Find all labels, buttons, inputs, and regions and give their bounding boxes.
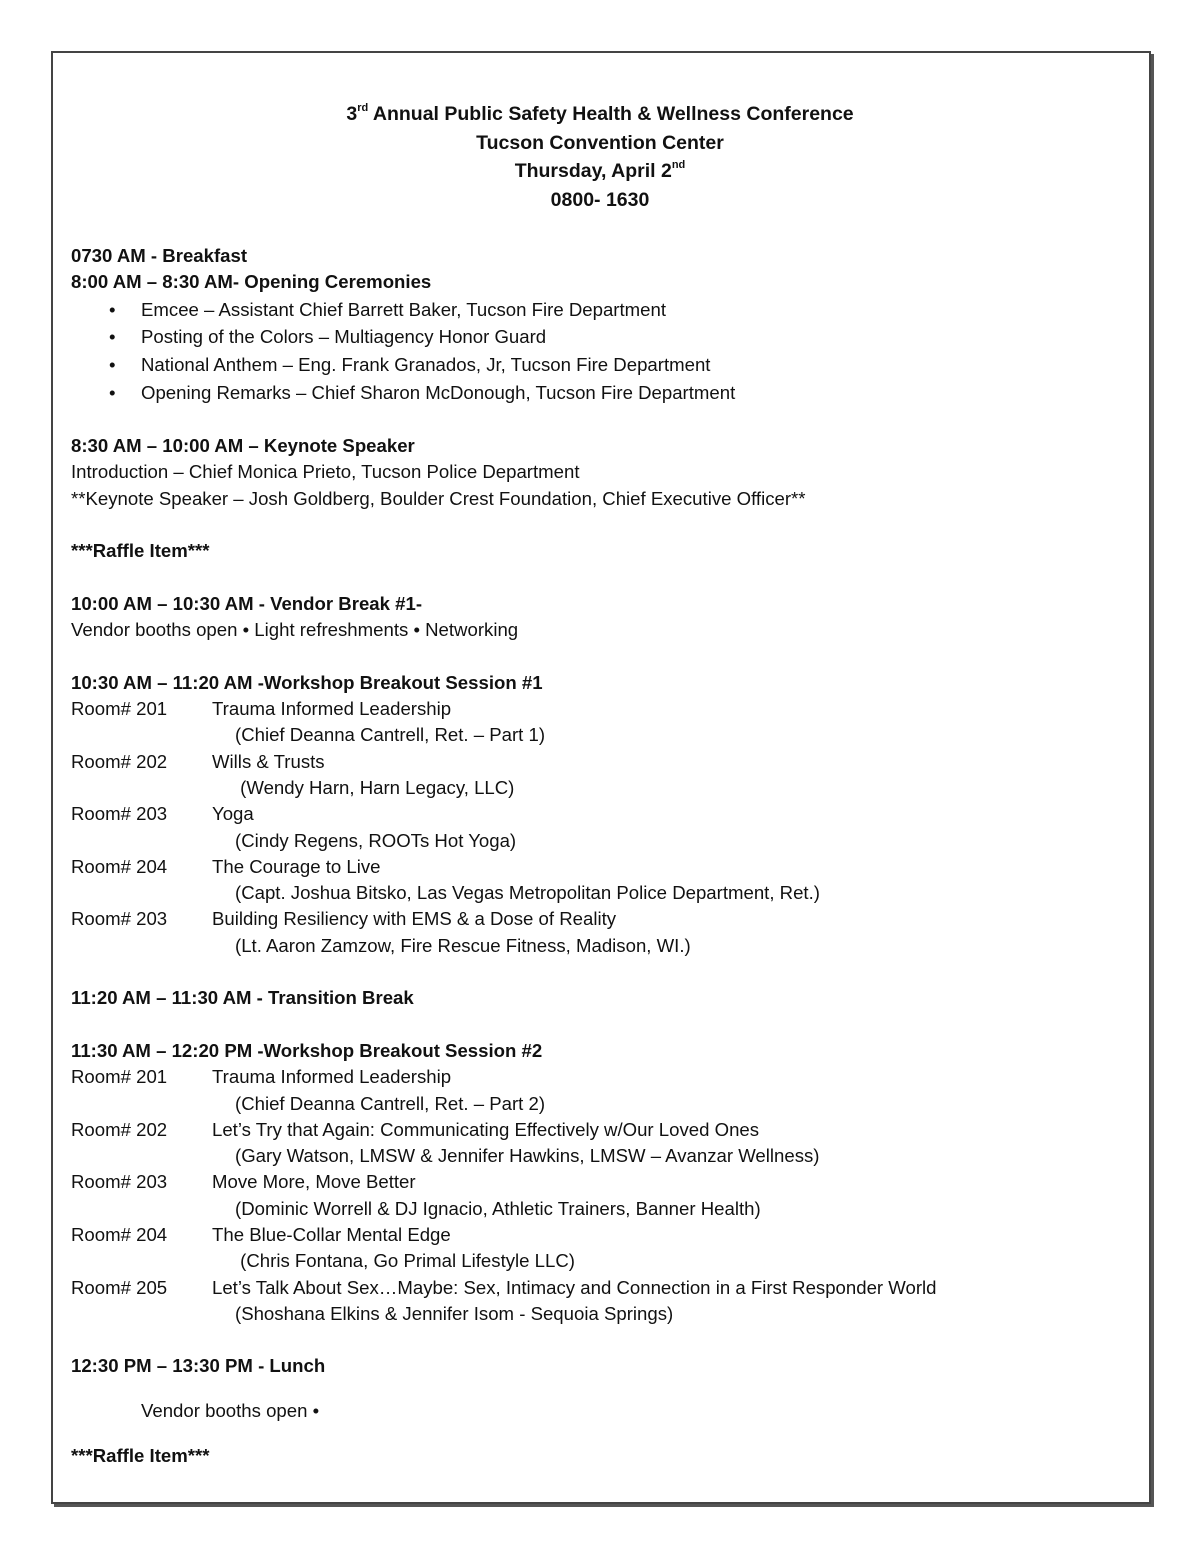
room-row — [71, 1275, 1131, 1301]
session-2-rooms — [71, 1064, 1131, 1327]
conference-hours: 0800- 1630 — [550, 188, 650, 211]
opening-ceremonies-heading: 8:00 AM – 8:30 AM- Opening Ceremonies — [71, 271, 432, 293]
breakfast-heading: 0730 AM - Breakfast — [71, 245, 248, 266]
bullet-icon: • — [109, 354, 116, 376]
session-2-heading: 11:30 AM – 12:20 PM -Workshop Breakout Session #2 — [71, 1039, 543, 1061]
conference-date: Thursday, April 2nd — [514, 158, 686, 182]
workshop-title: Yoga — [212, 803, 254, 825]
lunch-details: Vendor booths open • — [141, 1400, 320, 1422]
room-row — [71, 1222, 1131, 1248]
schedule — [71, 243, 1131, 1470]
room-row — [71, 1169, 1131, 1195]
room-row — [71, 1117, 1131, 1143]
room-number: Room# 204 — [71, 855, 168, 877]
workshop-title: Let’s Try that Again: Communicating Effectively w/Our Loved Ones — [212, 1118, 760, 1140]
transition-break-heading: 11:20 AM – 11:30 AM - Transition Break — [71, 987, 414, 1009]
workshop-title: Trauma Informed Leadership — [212, 1066, 452, 1088]
room-number: Room# 201 — [71, 1066, 168, 1088]
room-number: Room# 203 — [71, 908, 168, 930]
keynote-introduction: Introduction – Chief Monica Prieto, Tucson Police Department — [71, 461, 580, 483]
workshop-presenter: (Chief Deanna Cantrell, Ret. – Part 2) — [235, 1092, 546, 1114]
bullet-icon: • — [109, 381, 116, 403]
workshop-title: Wills & Trusts — [212, 750, 325, 772]
workshop-presenter: (Dominic Worrell & DJ Ignacio, Athletic Trainers, Banner Health) — [235, 1197, 761, 1219]
room-row — [71, 749, 1131, 775]
lunch-heading: 12:30 PM – 13:30 PM - Lunch — [71, 1355, 326, 1377]
workshop-title: Building Resiliency with EMS & a Dose of Reality — [212, 908, 617, 930]
workshop-presenter: (Chief Deanna Cantrell, Ret. – Part 1) — [235, 724, 546, 746]
workshop-presenter: (Shoshana Elkins & Jennifer Isom - Sequoia Springs) — [235, 1302, 674, 1324]
raffle-item: ***Raffle Item*** — [71, 540, 210, 562]
room-row — [71, 801, 1131, 827]
room-number: Room# 203 — [71, 1171, 168, 1193]
vendor-break-heading: 10:00 AM – 10:30 AM - Vendor Break #1- — [71, 592, 423, 614]
room-row — [71, 1064, 1131, 1090]
keynote-heading: 8:30 AM – 10:00 AM – Keynote Speaker — [71, 435, 415, 457]
workshop-presenter: (Wendy Harn, Harn Legacy, LLC) — [235, 776, 515, 798]
session-1-heading: 10:30 AM – 11:20 AM -Workshop Breakout Session #1 — [71, 671, 543, 693]
room-number: Room# 204 — [71, 1223, 168, 1245]
list-item: • Emcee – Assistant Chief Barrett Baker, Tucson Fire Department — [71, 296, 1131, 324]
venue: Tucson Convention Center — [476, 131, 724, 154]
room-number: Room# 201 — [71, 698, 168, 720]
workshop-title: Move More, Move Better — [212, 1171, 416, 1193]
room-number: Room# 203 — [71, 803, 168, 825]
room-number: Room# 202 — [71, 1118, 168, 1140]
conference-header — [0, 100, 1200, 214]
workshop-presenter: (Chris Fontana, Go Primal Lifestyle LLC) — [235, 1250, 575, 1272]
list-item: • Opening Remarks – Chief Sharon McDonough, Tucson Fire Department — [71, 379, 1131, 407]
room-row — [71, 906, 1131, 932]
bullet-icon: • — [109, 326, 116, 348]
vendor-break-details: Vendor booths open • Light refreshments • Networking — [71, 619, 519, 641]
workshop-title: The Blue-Collar Mental Edge — [212, 1223, 451, 1245]
bullet-icon: • — [109, 298, 116, 320]
workshop-presenter: (Cindy Regens, ROOTs Hot Yoga) — [235, 829, 517, 851]
list-item: • Posting of the Colors – Multiagency Honor Guard — [71, 323, 1131, 351]
list-item: • National Anthem – Eng. Frank Granados, Jr, Tucson Fire Department — [71, 351, 1131, 379]
session-1-rooms — [71, 696, 1131, 959]
conference-title: 3rd Annual Public Safety Health & Wellness Conference — [346, 101, 854, 125]
workshop-presenter: (Capt. Joshua Bitsko, Las Vegas Metropolitan Police Department, Ret.) — [235, 882, 820, 904]
workshop-title: The Courage to Live — [212, 855, 381, 877]
workshop-presenter: (Lt. Aaron Zamzow, Fire Rescue Fitness, Madison, WI.) — [235, 934, 691, 956]
keynote-speaker: **Keynote Speaker – Josh Goldberg, Boulder Crest Foundation, Chief Executive Officer** — [71, 487, 806, 509]
room-row — [71, 854, 1131, 880]
opening-ceremonies-list — [71, 296, 1131, 407]
workshop-title: Let’s Talk About Sex…Maybe: Sex, Intimacy and Connection in a First Responder World — [212, 1276, 937, 1298]
workshop-presenter: (Gary Watson, LMSW & Jennifer Hawkins, LMSW – Avanzar Wellness) — [235, 1145, 820, 1167]
room-number: Room# 202 — [71, 750, 168, 772]
workshop-title: Trauma Informed Leadership — [212, 698, 452, 720]
raffle-item: ***Raffle Item*** — [71, 1445, 210, 1467]
room-number: Room# 205 — [71, 1276, 168, 1298]
room-row — [71, 696, 1131, 722]
